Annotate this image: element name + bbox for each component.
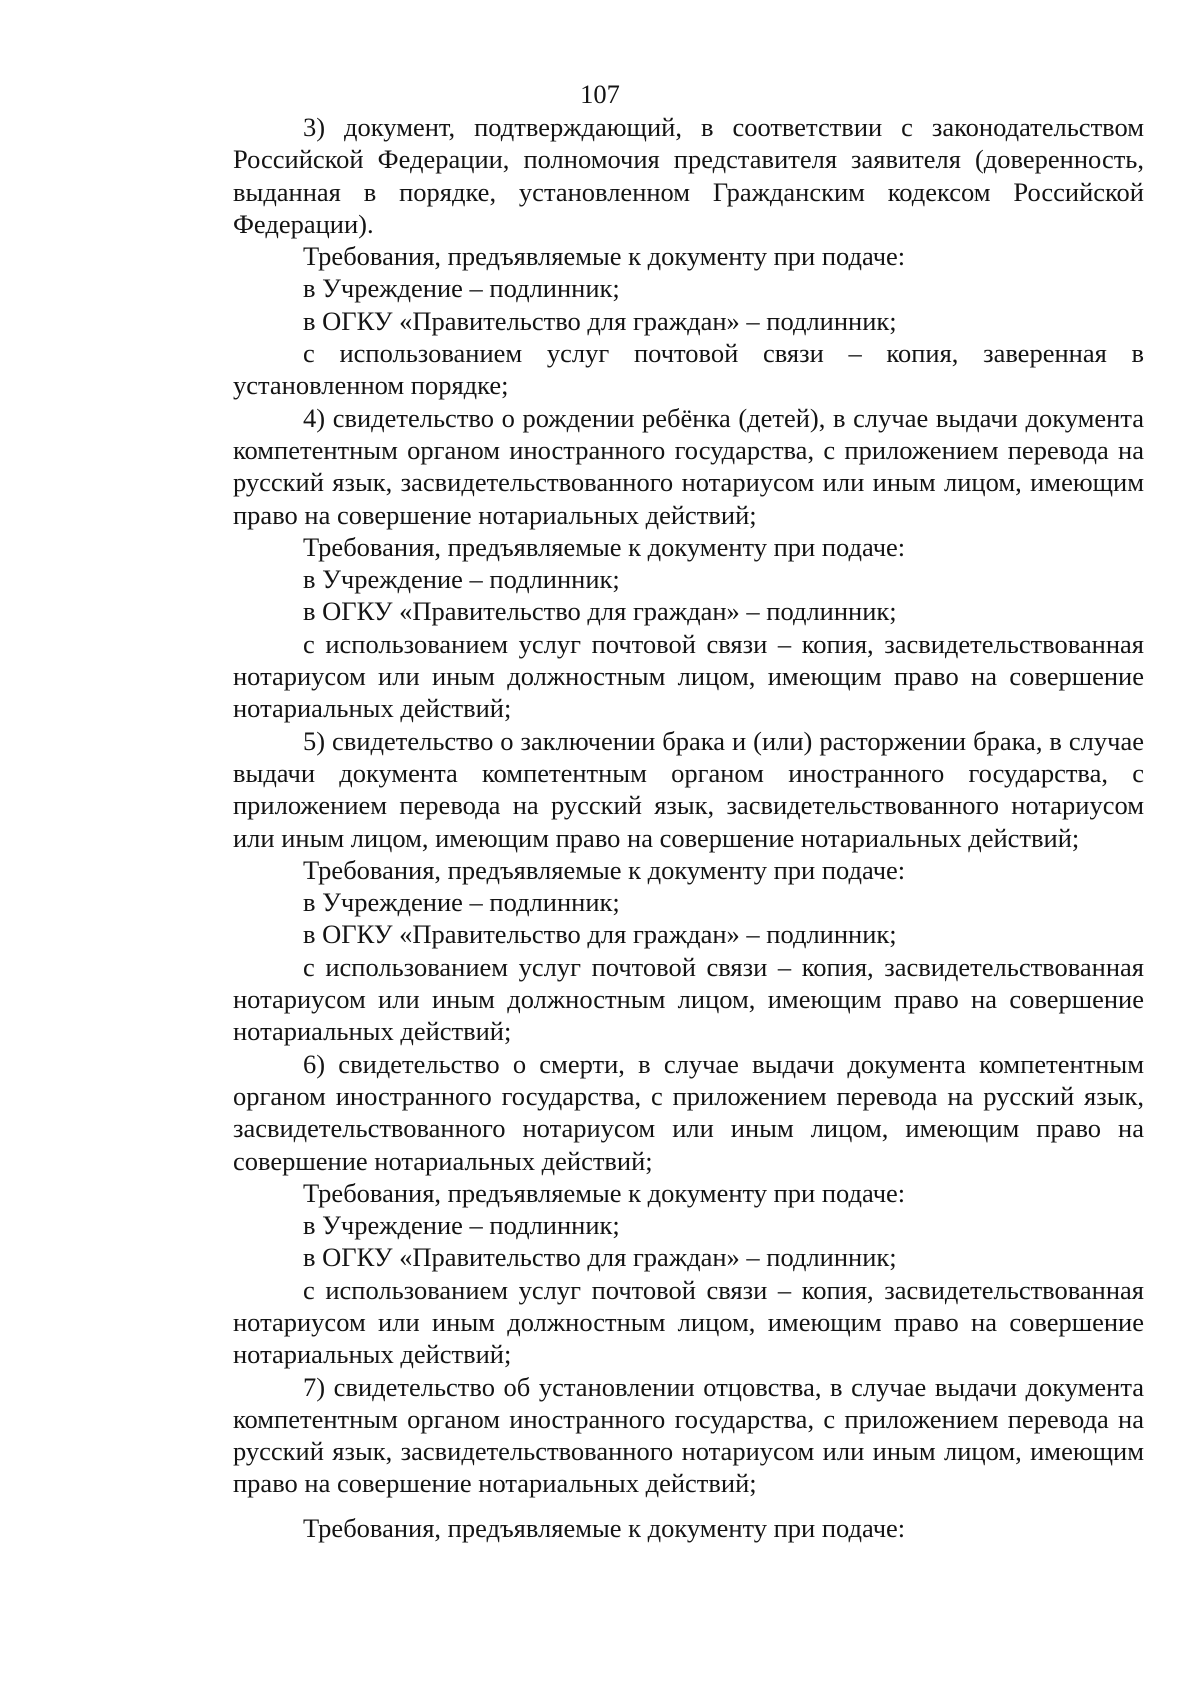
requirements-heading: Требования, предъявляемые к документу при подаче: (303, 531, 906, 562)
item-7-paragraph: 7) свидетельство об установлении отцовства, в случае выдачи документа компетентным органом иностранного государства, с приложением перевода на русский язык, засвидетельствованного нотариусом или иным лицом, имеющим право на совершение нотариальных действий; (233, 1371, 1144, 1499)
requirement-institution: в Учреждение – подлинник; (303, 1210, 620, 1241)
requirements-heading: Требования, предъявляемые к документу при подаче: (303, 241, 906, 272)
requirement-ogku: в ОГКУ «Правительство для граждан» – подлинник; (303, 1242, 897, 1273)
item-3-paragraph: 3) документ, подтверждающий, в соответствии с законодательством Российской Федерации, полномочия представителя заявителя (доверенность, выданная в порядке, установленном Гражданским кодексом Российской Федерации). (233, 112, 1144, 239)
requirement-postal: с использованием услуг почтовой связи – копия, засвидетельствованная нотариусом или иным должностным лицом, имеющим право на совершение нотариальных действий; (233, 1274, 1144, 1370)
requirement-institution: в Учреждение – подлинник; (303, 273, 620, 304)
requirement-postal: с использованием услуг почтовой связи – копия, засвидетельствованная нотариусом или иным должностным лицом, имеющим право на совершение нотариальных действий; (233, 628, 1144, 724)
item-4-paragraph: 4) свидетельство о рождении ребёнка (детей), в случае выдачи документа компетентным органом иностранного государства, с приложением перевода на русский язык, засвидетельствованного нотариусом или иным лицом, имеющим право на совершение нотариальных действий; (233, 402, 1144, 530)
requirement-postal: с использованием услуг почтовой связи – копия, засвидетельствованная нотариусом или иным должностным лицом, имеющим право на совершение нотариальных действий; (233, 951, 1144, 1047)
item-6-paragraph: 6) свидетельство о смерти, в случае выдачи документа компетентным органом иностранного государства, с приложением перевода на русский язык, засвидетельствованного нотариусом или иным лицом, имеющим право на совершение нотариальных действий; (233, 1048, 1144, 1176)
requirement-ogku: в ОГКУ «Правительство для граждан» – подлинник; (303, 596, 897, 627)
requirement-institution: в Учреждение – подлинник; (303, 887, 620, 918)
document-body (233, 111, 1144, 1544)
item-5-paragraph: 5) свидетельство о заключении брака и (или) расторжении брака, в случае выдачи документа компетентным органом иностранного государства, с приложением перевода на русский язык, засвидетельствованного нотариусом или иным лицом, имеющим право на совершение нотариальных действий; (233, 725, 1144, 853)
requirement-institution: в Учреждение – подлинник; (303, 564, 620, 595)
page-number: 107 (580, 79, 620, 109)
requirements-heading: Требования, предъявляемые к документу при подаче: (303, 1512, 906, 1543)
requirements-heading: Требования, предъявляемые к документу при подаче: (303, 854, 906, 885)
requirements-heading: Требования, предъявляемые к документу при подаче: (303, 1177, 906, 1208)
requirement-ogku: в ОГКУ «Правительство для граждан» – подлинник; (303, 919, 897, 950)
requirement-ogku: в ОГКУ «Правительство для граждан» – подлинник; (303, 305, 897, 336)
requirement-postal: с использованием услуг почтовой связи – копия, заверенная в установленном порядке; (233, 338, 1144, 401)
